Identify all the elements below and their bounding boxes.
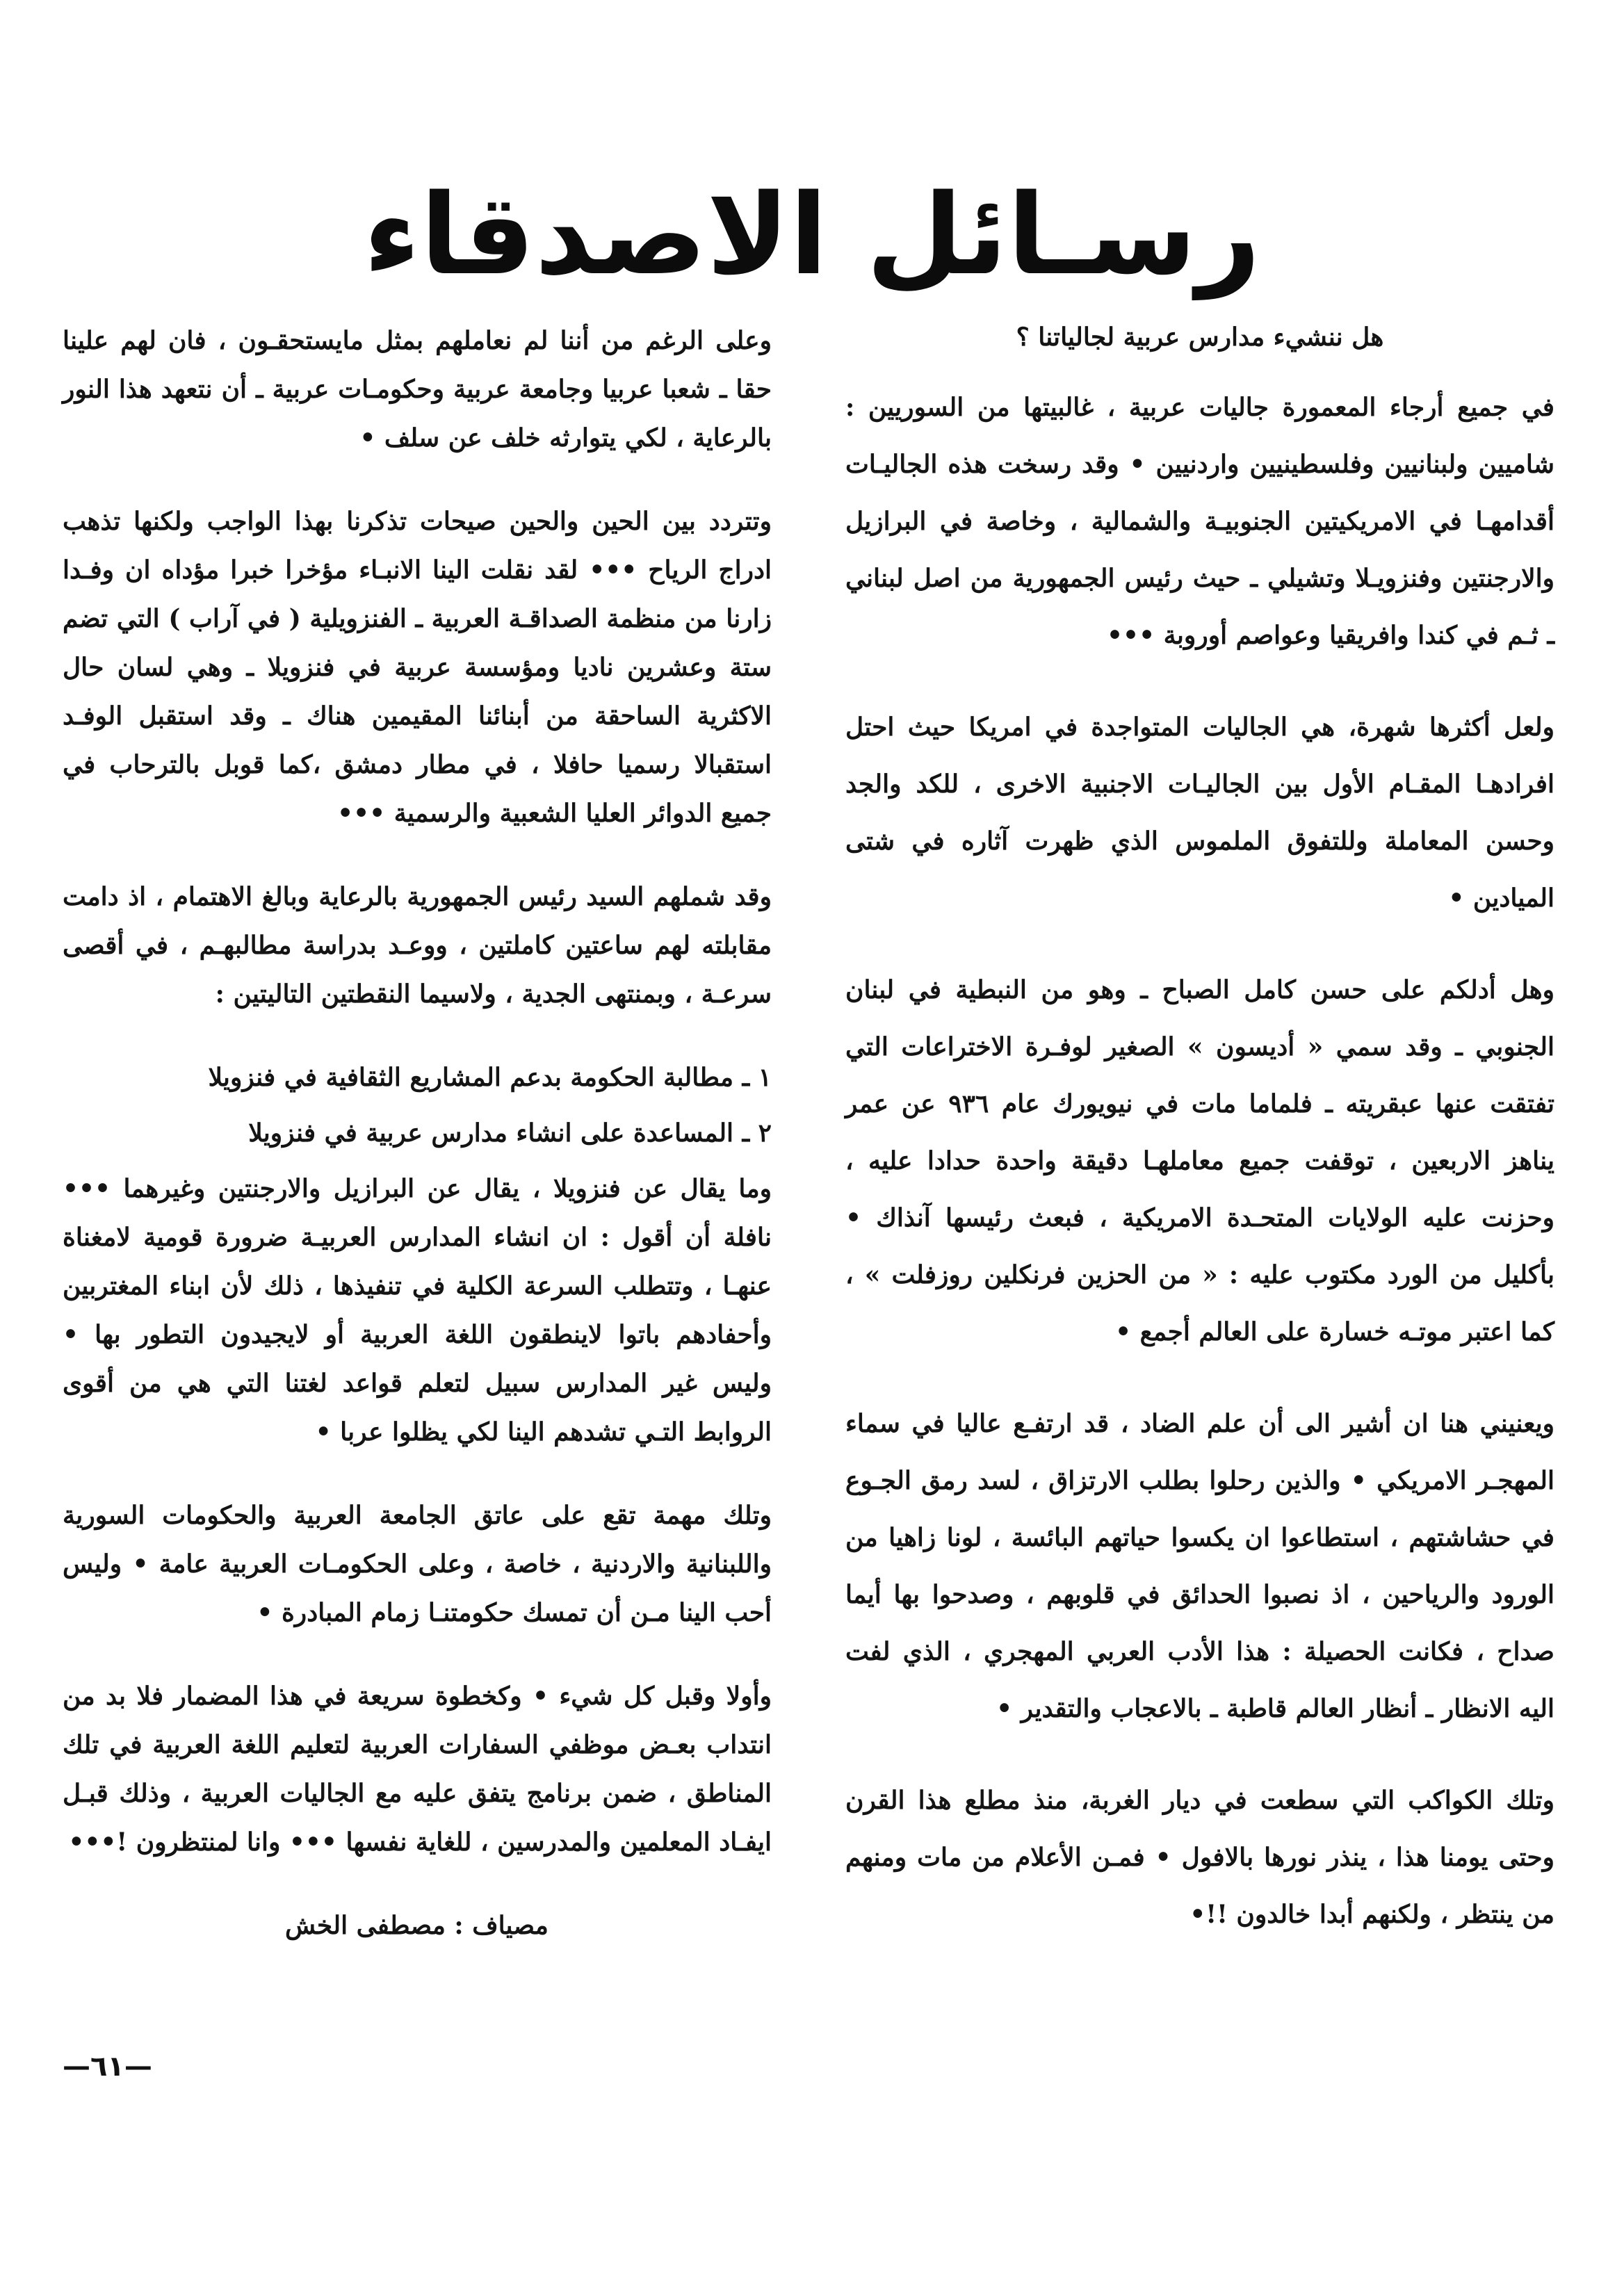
- paragraph: ولعل أكثرها شهرة، هي الجاليات المتواجدة في امريكا حيث احتل افرادهـا المقـام الأول بين الجاليـات الاجنبية الاخرى ، للكد والجد وحسن المعاملة وللتفوق الملموس الذي ظهرت آثاره في شتى الميادين •: [845, 712, 1554, 913]
- author-signature: مصياف : مصطفى الخش: [285, 1911, 549, 1940]
- list-item: ١ ـ مطالبة الحكومة بدعم المشاريع الثقافية في فنزويلا: [208, 1063, 772, 1092]
- paragraph: وهل أدلكم على حسن كامل الصباح ـ وهو من النبطية في لبنان الجنوبي ـ وقد سمي « أديسون » الصغير لوفـرة الاختراعات التي تفتقت عنها عبقريته ـ فلماما مات في نيويورك عام ٩٣٦ عن عمر يناهز الاربعين ، توقفت جميع معاملهـا دقيقة واحدة حدادا عليه ، وحزنت عليه الولايات المتحـدة الامريكية ، فبعث رئيسها آنذاك • بأكليل من الورد مكتوب عليه : « من الحزين فرنكلين روزفلت » ، كما اعتبر موتـه خسارة على العالم أجمع •: [845, 975, 1554, 1346]
- page-title: رسـائل الاصدقاء: [363, 170, 1261, 300]
- right-column: [845, 316, 1554, 1978]
- list-item: ٢ ـ المساعدة على انشاء مدارس عربية في فنزويلا: [248, 1118, 772, 1148]
- paragraph: وتتردد بين الحين والحين صيحات تذكرنا بهذا الواجب ولكنها تذهب ادراج الرياح ••• لقد نقلت الينا الانبـاء مؤخرا خبرا مؤداه ان وفـدا زارنا من منظمة الصداقـة العربية ـ الفنزويلية ( في آراب ) التي تضم ستة وعشرين ناديا ومؤسسة عربية في فنزويلا ـ وهي لسان حال الاكثرية الساحقة من أبنائنا المقيمين هناك ـ وقد استقبل الوفـد استقبالا رسميا حافلا ، في مطار دمشق ،كما قوبل بالترحاب في جميع الدوائر العليا الشعبية والرسمية •••: [63, 507, 772, 828]
- left-column: [63, 316, 772, 1950]
- paragraph: وتلك الكواكب التي سطعت في ديار الغربة، منذ مطلع هذا القرن وحتى يومنا هذا ، ينذر نورها بالافول • فمـن الأعلام من مات ومنهم من ينتظر ، ولكنهم أبدا خالدون !!•: [845, 1786, 1554, 1929]
- page-number: —٦١—: [63, 2051, 152, 2083]
- paragraph: وما يقال عن فنزويلا ، يقال عن البرازيل والارجنتين وغيرهما ••• نافلة أن أقول : ان انشاء المدارس العربيـة ضرورة قومية لامغناة عنهـا ، وتتطلب السرعة الكلية في تنفيذها ، ذلك لأن ابناء المغتربين وأحفادهم باتوا لاينطقون اللغة العربية أو لايجيدون التطور بها • وليس غير المدارس سبيل لتعلم قواعد لغتنا التي هي من أقوى الروابط التـي تشدهم الينا لكي يظلوا عربا •: [63, 1174, 772, 1447]
- paragraph: في جميع أرجاء المعمورة جاليات عربية ، غالبيتها من السوريين : شاميين ولبنانيين وفلسطينيين واردنيين • وقد رسخت هذه الجاليـات أقدامهـا في الامريكيتين الجنوبيـة والشمالية ، وخاصة في البرازيل والارجنتين وفنزويـلا وتشيلي ـ حيث رئيس الجمهورية من اصل لبناني ـ ثـم في كندا وافريقيا وعواصم أوروبة •••: [845, 393, 1554, 650]
- article-subheading: هل ننشيء مدارس عربية لجالياتنا ؟: [1016, 323, 1384, 352]
- paragraph: وقد شملهم السيد رئيس الجمهورية بالرعاية وبالغ الاهتمام ، اذ دامت مقابلته لهم ساعتين كاملتين ، ووعـد بدراسة مطالبهـم ، في أقصى سرعـة ، وبمنتهى الجدية ، ولاسيما النقطتين التاليتين :: [63, 882, 772, 1009]
- paragraph: وعلى الرغم من أننا لم نعاملهم بمثل مايستحقـون ، فان لهم علينا حقا ـ شعبا عربيا وجامعة عربية وحكومـات عربية ـ أن نتعهد هذا النور بالرعاية ، لكي يتوارثه خلف عن سلف •: [63, 326, 772, 453]
- paragraph: وتلك مهمة تقع على عاتق الجامعة العربية والحكومات السورية واللبنانية والاردنية ، خاصة ، وعلى الحكومـات العربية عامة • وليس أحب الينا مـن أن تمسك حكومتنـا زمام المبادرة •: [63, 1501, 772, 1627]
- paragraph: وأولا وقبل كل شيء • وكخطوة سريعة في هذا المضمار فلا بد من انتداب بعـض موظفي السفارات العربية لتعليم اللغة العربية في تلك المناطق ، ضمن برنامج يتفق عليه مع الجاليات العربية ، وذلك قبـل ايفـاد المعلمين والمدرسين ، للغاية نفسها ••• وانا لمنتظرون !•••: [63, 1681, 772, 1857]
- paragraph: ويعنيني هنا ان أشير الى أن علم الضاد ، قد ارتفـع عاليا في سماء المهجـر الامريكي • والذين رحلوا بطلب الارتزاق ، لسد رمق الجـوع في حشاشتهم ، استطاعوا ان يكسوا حياتهم البائسة ، لونا زاهيا من الورود والرياحين ، اذ نصبوا الحدائق في قلوبهم ، وصدحوا بها أيما صداح ، فكانت الحصيلة : هذا الأدب العربي المهجري ، الذي لفت اليه الانظار ـ أنظار العالم قاطبة ـ بالاعجاب والتقدير •: [845, 1409, 1554, 1723]
